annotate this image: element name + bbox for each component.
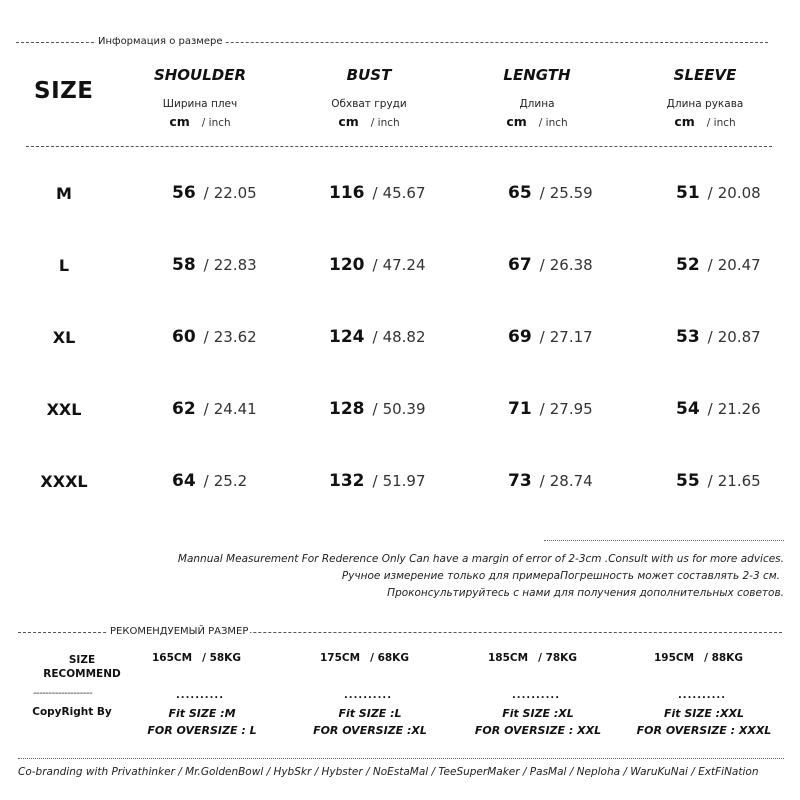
oversize-label: FOR OVERSIZE : XXXL bbox=[636, 724, 772, 737]
unit-separator: / bbox=[372, 328, 378, 346]
size-label-xxxl: XXXL bbox=[40, 472, 88, 491]
oversize-label: FOR OVERSIZE : L bbox=[147, 724, 257, 737]
measurement-cell bbox=[172, 327, 257, 347]
unit-separator: / bbox=[203, 472, 209, 490]
unit-separator: / bbox=[707, 328, 713, 346]
unit-separator: / bbox=[707, 400, 713, 418]
length-units bbox=[457, 114, 617, 129]
unit-separator: / bbox=[539, 184, 545, 202]
info-section-label: Информация о размере bbox=[98, 36, 223, 47]
header-divider bbox=[26, 146, 772, 147]
measurement-cell bbox=[172, 399, 257, 419]
size-recommend-title bbox=[24, 654, 140, 680]
recommend-height-weight bbox=[488, 652, 577, 664]
unit-separator: / bbox=[372, 472, 378, 490]
cm-value: 51 bbox=[676, 183, 700, 203]
recommend-weight: / 58KG bbox=[202, 652, 241, 664]
inch-value: 27.17 bbox=[549, 328, 593, 346]
measurement-cell bbox=[676, 399, 761, 419]
note-russian-1: Ручное измерение только для примераПогрешность может составлять 2-3 см. bbox=[341, 570, 780, 582]
measurement-cell bbox=[172, 255, 257, 275]
cm-value: 54 bbox=[676, 399, 700, 419]
size-recommend-line1: SIZE bbox=[68, 654, 96, 666]
cm-value: 73 bbox=[508, 471, 532, 491]
inch-value: 22.83 bbox=[213, 256, 257, 274]
unit-separator: / bbox=[372, 184, 378, 202]
measurement-cell bbox=[329, 399, 426, 419]
bust-header: BUST bbox=[346, 66, 392, 84]
cm-value: 120 bbox=[329, 255, 365, 275]
measurement-cell bbox=[676, 183, 761, 203]
cm-value: 60 bbox=[172, 327, 196, 347]
inch-value: 47.24 bbox=[382, 256, 426, 274]
unit-separator: / bbox=[539, 328, 545, 346]
cm-value: 65 bbox=[508, 183, 532, 203]
unit-separator: / bbox=[203, 184, 209, 202]
measurement-cell bbox=[508, 327, 593, 347]
unit-separator: / bbox=[707, 472, 713, 490]
recommend-weight: / 78KG bbox=[538, 652, 577, 664]
inch-value: 21.26 bbox=[717, 400, 761, 418]
unit-cm: cm bbox=[169, 114, 190, 129]
recommend-height: 175CM bbox=[320, 652, 361, 664]
note-english: Mannual Measurement For Rederence Only Can have a margin of error of 2-3cm .Consult with us for more advices. bbox=[177, 553, 784, 565]
unit-separator: / bbox=[539, 256, 545, 274]
shoulder-header-ru: Ширина плеч bbox=[162, 98, 238, 110]
inch-value: 48.82 bbox=[382, 328, 426, 346]
bust-units bbox=[289, 114, 449, 129]
unit-cm: cm bbox=[338, 114, 359, 129]
sleeve-header: SLEEVE bbox=[673, 66, 737, 84]
unit-separator: / bbox=[539, 472, 545, 490]
cm-value: 55 bbox=[676, 471, 700, 491]
unit-separator: / bbox=[707, 184, 713, 202]
unit-separator: / bbox=[203, 400, 209, 418]
sleeve-header-ru: Длина рукава bbox=[666, 98, 744, 110]
unit-cm: cm bbox=[674, 114, 695, 129]
cm-value: 71 bbox=[508, 399, 532, 419]
size-recommend-line2: RECOMMEND bbox=[43, 668, 121, 680]
unit-separator: / bbox=[707, 256, 713, 274]
inch-value: 22.05 bbox=[213, 184, 257, 202]
cm-value: 67 bbox=[508, 255, 532, 275]
inch-value: 51.97 bbox=[382, 472, 426, 490]
inch-value: 45.67 bbox=[382, 184, 426, 202]
inch-value: 21.65 bbox=[717, 472, 761, 490]
unit-separator: / bbox=[539, 400, 545, 418]
cm-value: 69 bbox=[508, 327, 532, 347]
measurement-cell bbox=[329, 327, 426, 347]
recommend-weight: / 68KG bbox=[370, 652, 409, 664]
oversize-label: FOR OVERSIZE :XL bbox=[313, 724, 427, 737]
measurement-cell bbox=[172, 183, 257, 203]
unit-inch: / inch bbox=[706, 117, 736, 129]
measurement-cell bbox=[508, 255, 593, 275]
size-column-title: SIZE bbox=[34, 78, 94, 104]
measurement-cell bbox=[329, 471, 426, 491]
cm-value: 52 bbox=[676, 255, 700, 275]
size-label-m: M bbox=[56, 184, 72, 203]
size-label-l: L bbox=[58, 256, 70, 275]
fit-size-label: Fit SIZE :M bbox=[168, 707, 236, 720]
bust-header-ru: Обхват груди bbox=[331, 98, 407, 110]
unit-inch: / inch bbox=[538, 117, 568, 129]
measurement-cell bbox=[676, 327, 761, 347]
cm-value: 64 bbox=[172, 471, 196, 491]
unit-inch: / inch bbox=[201, 117, 231, 129]
fit-size-label: Fit SIZE :XXL bbox=[663, 707, 745, 720]
inch-value: 26.38 bbox=[549, 256, 593, 274]
unit-separator: / bbox=[372, 400, 378, 418]
measurement-cell bbox=[508, 183, 593, 203]
inch-value: 27.95 bbox=[549, 400, 593, 418]
cm-value: 53 bbox=[676, 327, 700, 347]
unit-separator: / bbox=[372, 256, 378, 274]
measurement-cell bbox=[329, 183, 426, 203]
note-dotted-line bbox=[544, 540, 784, 541]
unit-cm: cm bbox=[506, 114, 527, 129]
cm-value: 128 bbox=[329, 399, 365, 419]
recommend-height: 185CM bbox=[488, 652, 529, 664]
unit-separator: / bbox=[203, 328, 209, 346]
cobranding-text: Co-branding with Privathinker / Mr.GoldenBowl / HybSkr / Hybster / NoEstaMal / TeeSuperMaker / PasMal / Neploha / WaruKuNai / ExtFiNation bbox=[18, 766, 759, 778]
cm-value: 132 bbox=[329, 471, 365, 491]
recommend-dots: .......... bbox=[678, 690, 726, 701]
inch-value: 20.47 bbox=[717, 256, 761, 274]
recommend-dots: .......... bbox=[512, 690, 560, 701]
unit-inch: / inch bbox=[370, 117, 400, 129]
oversize-label: FOR OVERSIZE : XXL bbox=[474, 724, 602, 737]
shoulder-header: SHOULDER bbox=[153, 66, 247, 84]
bottom-dotted-line bbox=[18, 758, 784, 759]
inch-value: 20.87 bbox=[717, 328, 761, 346]
inch-value: 23.62 bbox=[213, 328, 257, 346]
recommend-left-dashes: ------------------- bbox=[33, 688, 93, 699]
inch-value: 50.39 bbox=[382, 400, 426, 418]
fit-size-label: Fit SIZE :XL bbox=[502, 707, 574, 720]
length-header: LENGTH bbox=[503, 66, 571, 84]
recommend-section-label: РЕКОМЕНДУЕМЫЙ РАЗМЕР bbox=[110, 626, 249, 637]
recommend-height-weight bbox=[654, 652, 743, 664]
inch-value: 25.2 bbox=[213, 472, 248, 490]
size-label-xl: XL bbox=[52, 328, 76, 347]
unit-separator: / bbox=[203, 256, 209, 274]
measurement-cell bbox=[676, 471, 761, 491]
measurement-cell bbox=[172, 471, 247, 491]
measurement-cell bbox=[329, 255, 426, 275]
recommend-height: 195CM bbox=[654, 652, 695, 664]
sleeve-units bbox=[625, 114, 785, 129]
inch-value: 20.08 bbox=[717, 184, 761, 202]
measurement-cell bbox=[676, 255, 761, 275]
cm-value: 116 bbox=[329, 183, 365, 203]
copyright-label: CopyRight By bbox=[32, 706, 112, 718]
measurement-cell bbox=[508, 471, 593, 491]
cm-value: 56 bbox=[172, 183, 196, 203]
recommend-weight: / 88KG bbox=[704, 652, 743, 664]
size-label-xxl: XXL bbox=[46, 400, 82, 419]
cm-value: 62 bbox=[172, 399, 196, 419]
note-russian-2: Проконсультируйтесь с нами для получения дополнительных советов. bbox=[387, 587, 784, 599]
recommend-height-weight bbox=[320, 652, 409, 664]
recommend-dots: .......... bbox=[176, 690, 224, 701]
length-header-ru: Длина bbox=[519, 98, 555, 110]
inch-value: 24.41 bbox=[213, 400, 257, 418]
recommend-height: 165CM bbox=[152, 652, 193, 664]
fit-size-label: Fit SIZE :L bbox=[338, 707, 402, 720]
inch-value: 25.59 bbox=[549, 184, 593, 202]
inch-value: 28.74 bbox=[549, 472, 593, 490]
recommend-height-weight bbox=[152, 652, 241, 664]
shoulder-units bbox=[120, 114, 280, 129]
cm-value: 124 bbox=[329, 327, 365, 347]
recommend-dots: .......... bbox=[344, 690, 392, 701]
cm-value: 58 bbox=[172, 255, 196, 275]
measurement-cell bbox=[508, 399, 593, 419]
